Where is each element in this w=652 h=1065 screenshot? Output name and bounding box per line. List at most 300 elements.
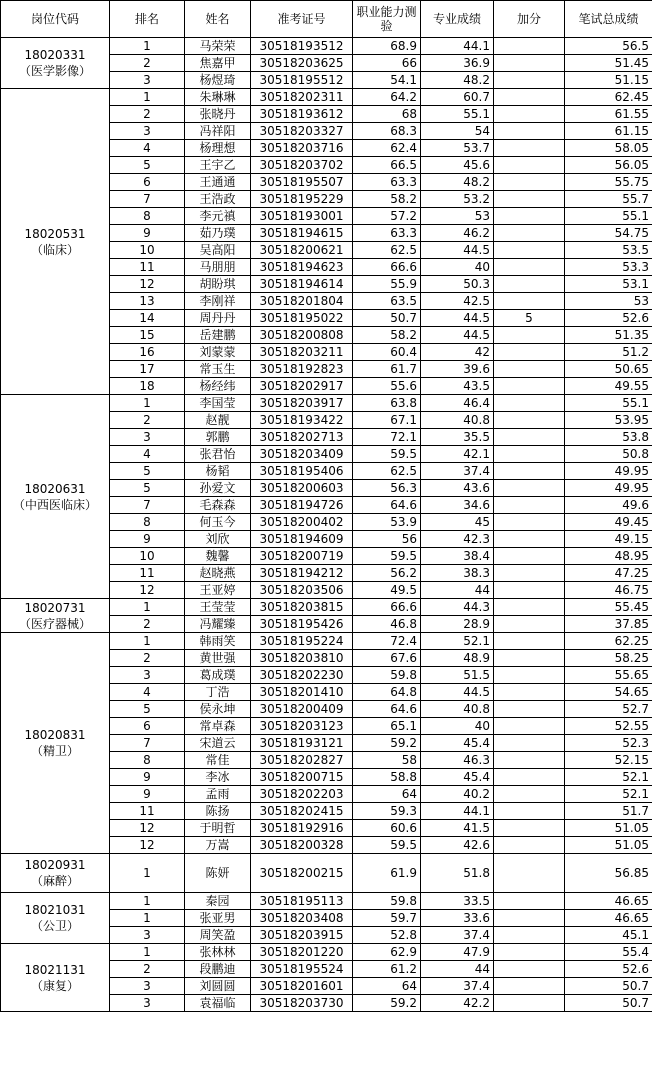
name-cell: 葛成璞: [185, 667, 251, 684]
rank-cell: 2: [110, 616, 185, 633]
professional-score-cell: 39.6: [421, 361, 494, 378]
rank-cell: 2: [110, 55, 185, 72]
name-cell: 王宇乙: [185, 157, 251, 174]
aptitude-score-cell: 52.8: [353, 927, 421, 944]
bonus-cell: [494, 361, 565, 378]
aptitude-score-cell: 62.4: [353, 140, 421, 157]
bonus-cell: [494, 927, 565, 944]
aptitude-score-cell: 59.7: [353, 910, 421, 927]
rank-cell: 2: [110, 650, 185, 667]
exam-number-cell: 30518195524: [251, 961, 353, 978]
name-cell: 毛森森: [185, 497, 251, 514]
professional-score-cell: 48.2: [421, 174, 494, 191]
rank-cell: 1: [110, 854, 185, 893]
exam-number-cell: 30518195229: [251, 191, 353, 208]
total-score-cell: 53.1: [565, 276, 652, 293]
post-code-cell: [1, 599, 110, 633]
name-cell: 杨理想: [185, 140, 251, 157]
professional-score-cell: 34.6: [421, 497, 494, 514]
header-name: 姓名: [185, 1, 251, 38]
professional-score-cell: 55.1: [421, 106, 494, 123]
bonus-cell: [494, 531, 565, 548]
aptitude-score-cell: 67.1: [353, 412, 421, 429]
name-cell: 李刚祥: [185, 293, 251, 310]
rank-cell: 8: [110, 208, 185, 225]
name-cell: 常玉生: [185, 361, 251, 378]
exam-number-cell: 30518200402: [251, 514, 353, 531]
bonus-cell: [494, 259, 565, 276]
exam-number-cell: 30518193612: [251, 106, 353, 123]
rank-cell: 7: [110, 191, 185, 208]
aptitude-score-cell: 60.6: [353, 820, 421, 837]
exam-number-cell: 30518202203: [251, 786, 353, 803]
post-code: 18020631: [24, 481, 86, 496]
professional-score-cell: 42.1: [421, 446, 494, 463]
total-score-cell: 61.15: [565, 123, 652, 140]
bonus-cell: [494, 684, 565, 701]
aptitude-score-cell: 59.2: [353, 735, 421, 752]
bonus-cell: [494, 89, 565, 106]
professional-score-cell: 47.9: [421, 944, 494, 961]
exam-number-cell: 30518201804: [251, 293, 353, 310]
professional-score-cell: 33.5: [421, 893, 494, 910]
professional-score-cell: 37.4: [421, 927, 494, 944]
aptitude-score-cell: 53.9: [353, 514, 421, 531]
bonus-cell: [494, 344, 565, 361]
exam-number-cell: 30518203730: [251, 995, 353, 1012]
bonus-cell: [494, 497, 565, 514]
bonus-cell: [494, 548, 565, 565]
exam-number-cell: 30518203810: [251, 650, 353, 667]
aptitude-score-cell: 59.8: [353, 667, 421, 684]
rank-cell: 12: [110, 820, 185, 837]
name-cell: 何玉今: [185, 514, 251, 531]
total-score-cell: 62.25: [565, 633, 652, 650]
name-cell: 王浩政: [185, 191, 251, 208]
exam-number-cell: 30518203702: [251, 157, 353, 174]
aptitude-score-cell: 68: [353, 106, 421, 123]
professional-score-cell: 44.3: [421, 599, 494, 616]
department-name: （麻醉）: [30, 874, 79, 888]
name-cell: 于明哲: [185, 820, 251, 837]
name-cell: 吴高阳: [185, 242, 251, 259]
bonus-cell: [494, 395, 565, 412]
total-score-cell: 56.05: [565, 157, 652, 174]
bonus-cell: 5: [494, 310, 565, 327]
total-score-cell: 51.15: [565, 72, 652, 89]
bonus-cell: [494, 276, 565, 293]
professional-score-cell: 35.5: [421, 429, 494, 446]
aptitude-score-cell: 56.3: [353, 480, 421, 497]
name-cell: 马朋朋: [185, 259, 251, 276]
name-cell: 周丹丹: [185, 310, 251, 327]
header-exam-number: 准考证号: [251, 1, 353, 38]
exam-number-cell: 30518200603: [251, 480, 353, 497]
total-score-cell: 50.7: [565, 978, 652, 995]
professional-score-cell: 40: [421, 718, 494, 735]
name-cell: 陈扬: [185, 803, 251, 820]
rank-cell: 10: [110, 548, 185, 565]
professional-score-cell: 53: [421, 208, 494, 225]
table-row: [1, 38, 652, 55]
rank-cell: 5: [110, 701, 185, 718]
exam-number-cell: 30518195507: [251, 174, 353, 191]
professional-score-cell: 48.2: [421, 72, 494, 89]
total-score-cell: 53.3: [565, 259, 652, 276]
professional-score-cell: 43.6: [421, 480, 494, 497]
exam-number-cell: 30518195426: [251, 616, 353, 633]
name-cell: 宋道云: [185, 735, 251, 752]
aptitude-score-cell: 64.8: [353, 684, 421, 701]
name-cell: 刘欣: [185, 531, 251, 548]
exam-number-cell: 30518201410: [251, 684, 353, 701]
post-code: 18021031: [24, 903, 86, 917]
total-score-cell: 58.05: [565, 140, 652, 157]
post-code: 18020531: [24, 226, 86, 241]
bonus-cell: [494, 616, 565, 633]
header-professional-score: 专业成绩: [421, 1, 494, 38]
rank-cell: 8: [110, 752, 185, 769]
professional-score-cell: 44.1: [421, 38, 494, 55]
exam-number-cell: 30518195022: [251, 310, 353, 327]
total-score-cell: 49.55: [565, 378, 652, 395]
professional-score-cell: 53.7: [421, 140, 494, 157]
rank-cell: 2: [110, 106, 185, 123]
exam-number-cell: 30518193422: [251, 412, 353, 429]
total-score-cell: 55.45: [565, 599, 652, 616]
total-score-cell: 56.85: [565, 854, 652, 893]
aptitude-score-cell: 68.9: [353, 38, 421, 55]
rank-cell: 13: [110, 293, 185, 310]
aptitude-score-cell: 58.8: [353, 769, 421, 786]
exam-number-cell: 30518200215: [251, 854, 353, 893]
rank-cell: 9: [110, 786, 185, 803]
post-code-cell: [1, 395, 110, 599]
total-score-cell: 46.75: [565, 582, 652, 599]
department-name: （医疗器械）: [18, 616, 91, 631]
professional-score-cell: 53.2: [421, 191, 494, 208]
total-score-cell: 50.8: [565, 446, 652, 463]
bonus-cell: [494, 412, 565, 429]
total-score-cell: 50.7: [565, 995, 652, 1012]
bonus-cell: [494, 174, 565, 191]
professional-score-cell: 44: [421, 961, 494, 978]
professional-score-cell: 44.1: [421, 803, 494, 820]
table-body: [1, 38, 652, 1012]
bonus-cell: [494, 633, 565, 650]
rank-cell: 1: [110, 38, 185, 55]
bonus-cell: [494, 157, 565, 174]
rank-cell: 16: [110, 344, 185, 361]
department-name: （精卫）: [30, 744, 79, 758]
aptitude-score-cell: 67.6: [353, 650, 421, 667]
professional-score-cell: 40: [421, 259, 494, 276]
professional-score-cell: 46.3: [421, 752, 494, 769]
name-cell: 陈妍: [185, 854, 251, 893]
name-cell: 段鹏迪: [185, 961, 251, 978]
name-cell: 杨韬: [185, 463, 251, 480]
bonus-cell: [494, 480, 565, 497]
bonus-cell: [494, 995, 565, 1012]
bonus-cell: [494, 701, 565, 718]
exam-number-cell: 30518202230: [251, 667, 353, 684]
rank-cell: 3: [110, 72, 185, 89]
bonus-cell: [494, 191, 565, 208]
name-cell: 冯耀臻: [185, 616, 251, 633]
professional-score-cell: 50.3: [421, 276, 494, 293]
name-cell: 丁浩: [185, 684, 251, 701]
professional-score-cell: 42.2: [421, 995, 494, 1012]
aptitude-score-cell: 64: [353, 978, 421, 995]
name-cell: 杨经纬: [185, 378, 251, 395]
exam-number-cell: 30518203409: [251, 446, 353, 463]
bonus-cell: [494, 55, 565, 72]
total-score-cell: 53.5: [565, 242, 652, 259]
bonus-cell: [494, 599, 565, 616]
bonus-cell: [494, 650, 565, 667]
aptitude-score-cell: 62.9: [353, 944, 421, 961]
professional-score-cell: 40.2: [421, 786, 494, 803]
table-row: [1, 599, 652, 616]
table-row: [1, 893, 652, 910]
professional-score-cell: 48.9: [421, 650, 494, 667]
professional-score-cell: 33.6: [421, 910, 494, 927]
total-score-cell: 61.55: [565, 106, 652, 123]
professional-score-cell: 42.5: [421, 293, 494, 310]
rank-cell: 6: [110, 718, 185, 735]
aptitude-score-cell: 65.1: [353, 718, 421, 735]
rank-cell: 5: [110, 157, 185, 174]
rank-cell: 2: [110, 412, 185, 429]
aptitude-score-cell: 66: [353, 55, 421, 72]
exam-number-cell: 30518192916: [251, 820, 353, 837]
department-name: （临床）: [30, 242, 79, 257]
bonus-cell: [494, 893, 565, 910]
post-code: 18020931: [24, 858, 86, 872]
bonus-cell: [494, 582, 565, 599]
aptitude-score-cell: 56.2: [353, 565, 421, 582]
aptitude-score-cell: 63.8: [353, 395, 421, 412]
rank-cell: 1: [110, 910, 185, 927]
professional-score-cell: 42.6: [421, 837, 494, 854]
name-cell: 常卓森: [185, 718, 251, 735]
bonus-cell: [494, 735, 565, 752]
professional-score-cell: 44.5: [421, 684, 494, 701]
post-code: 18021131: [24, 962, 86, 977]
exam-number-cell: 30518192823: [251, 361, 353, 378]
total-score-cell: 51.05: [565, 837, 652, 854]
name-cell: 茹乃璞: [185, 225, 251, 242]
professional-score-cell: 41.5: [421, 820, 494, 837]
aptitude-score-cell: 49.5: [353, 582, 421, 599]
bonus-cell: [494, 837, 565, 854]
total-score-cell: 52.1: [565, 786, 652, 803]
exam-number-cell: 30518203327: [251, 123, 353, 140]
exam-number-cell: 30518200621: [251, 242, 353, 259]
rank-cell: 4: [110, 446, 185, 463]
table-row: [1, 395, 652, 412]
post-code-cell: [1, 854, 110, 893]
name-cell: 张林林: [185, 944, 251, 961]
exam-number-cell: 30518193001: [251, 208, 353, 225]
aptitude-score-cell: 64: [353, 786, 421, 803]
total-score-cell: 52.55: [565, 718, 652, 735]
total-score-cell: 55.4: [565, 944, 652, 961]
bonus-cell: [494, 378, 565, 395]
professional-score-cell: 52.1: [421, 633, 494, 650]
aptitude-score-cell: 59.5: [353, 837, 421, 854]
aptitude-score-cell: 59.8: [353, 893, 421, 910]
professional-score-cell: 36.9: [421, 55, 494, 72]
exam-number-cell: 30518194609: [251, 531, 353, 548]
header-row: [1, 1, 652, 38]
rank-cell: 12: [110, 276, 185, 293]
name-cell: 李国莹: [185, 395, 251, 412]
name-cell: 魏馨: [185, 548, 251, 565]
exam-number-cell: 30518194614: [251, 276, 353, 293]
exam-number-cell: 30518202917: [251, 378, 353, 395]
name-cell: 韩雨笑: [185, 633, 251, 650]
professional-score-cell: 46.4: [421, 395, 494, 412]
bonus-cell: [494, 208, 565, 225]
total-score-cell: 46.65: [565, 910, 652, 927]
total-score-cell: 48.95: [565, 548, 652, 565]
total-score-cell: 55.1: [565, 208, 652, 225]
name-cell: 秦园: [185, 893, 251, 910]
total-score-cell: 49.45: [565, 514, 652, 531]
total-score-cell: 52.15: [565, 752, 652, 769]
aptitude-score-cell: 72.4: [353, 633, 421, 650]
bonus-cell: [494, 910, 565, 927]
bonus-cell: [494, 446, 565, 463]
bonus-cell: [494, 72, 565, 89]
exam-number-cell: 30518195113: [251, 893, 353, 910]
exam-number-cell: 30518201220: [251, 944, 353, 961]
rank-cell: 3: [110, 123, 185, 140]
rank-cell: 1: [110, 395, 185, 412]
professional-score-cell: 45.6: [421, 157, 494, 174]
aptitude-score-cell: 57.2: [353, 208, 421, 225]
total-score-cell: 54.75: [565, 225, 652, 242]
name-cell: 王亚婷: [185, 582, 251, 599]
exam-number-cell: 30518202311: [251, 89, 353, 106]
rank-cell: 11: [110, 803, 185, 820]
rank-cell: 11: [110, 565, 185, 582]
professional-score-cell: 44.5: [421, 327, 494, 344]
professional-score-cell: 37.4: [421, 463, 494, 480]
rank-cell: 1: [110, 944, 185, 961]
total-score-cell: 52.1: [565, 769, 652, 786]
professional-score-cell: 45.4: [421, 735, 494, 752]
rank-cell: 17: [110, 361, 185, 378]
rank-cell: 14: [110, 310, 185, 327]
rank-cell: 4: [110, 140, 185, 157]
name-cell: 李冰: [185, 769, 251, 786]
rank-cell: 5: [110, 463, 185, 480]
rank-cell: 3: [110, 995, 185, 1012]
aptitude-score-cell: 46.8: [353, 616, 421, 633]
bonus-cell: [494, 106, 565, 123]
name-cell: 万嵩: [185, 837, 251, 854]
total-score-cell: 52.6: [565, 310, 652, 327]
exam-number-cell: 30518202713: [251, 429, 353, 446]
total-score-cell: 45.1: [565, 927, 652, 944]
total-score-cell: 52.7: [565, 701, 652, 718]
table-row: [1, 633, 652, 650]
total-score-cell: 53.8: [565, 429, 652, 446]
bonus-cell: [494, 718, 565, 735]
name-cell: 张亚男: [185, 910, 251, 927]
aptitude-score-cell: 56: [353, 531, 421, 548]
name-cell: 王通通: [185, 174, 251, 191]
aptitude-score-cell: 59.3: [353, 803, 421, 820]
total-score-cell: 46.65: [565, 893, 652, 910]
total-score-cell: 51.7: [565, 803, 652, 820]
aptitude-score-cell: 50.7: [353, 310, 421, 327]
aptitude-score-cell: 63.5: [353, 293, 421, 310]
exam-number-cell: 30518200719: [251, 548, 353, 565]
bonus-cell: [494, 944, 565, 961]
rank-cell: 9: [110, 531, 185, 548]
aptitude-score-cell: 58.2: [353, 191, 421, 208]
header-total-score: 笔试总成绩: [565, 1, 652, 38]
exam-number-cell: 30518203123: [251, 718, 353, 735]
professional-score-cell: 38.3: [421, 565, 494, 582]
total-score-cell: 51.2: [565, 344, 652, 361]
aptitude-score-cell: 66.6: [353, 259, 421, 276]
exam-number-cell: 30518193121: [251, 735, 353, 752]
aptitude-score-cell: 63.3: [353, 225, 421, 242]
exam-number-cell: 30518200328: [251, 837, 353, 854]
exam-number-cell: 30518203815: [251, 599, 353, 616]
rank-cell: 7: [110, 497, 185, 514]
exam-number-cell: 30518203917: [251, 395, 353, 412]
name-cell: 胡盼琪: [185, 276, 251, 293]
rank-cell: 3: [110, 429, 185, 446]
total-score-cell: 50.65: [565, 361, 652, 378]
professional-score-cell: 45: [421, 514, 494, 531]
rank-cell: 6: [110, 174, 185, 191]
exam-number-cell: 30518203625: [251, 55, 353, 72]
exam-number-cell: 30518200715: [251, 769, 353, 786]
exam-number-cell: 30518203915: [251, 927, 353, 944]
aptitude-score-cell: 64.6: [353, 497, 421, 514]
aptitude-score-cell: 63.3: [353, 174, 421, 191]
professional-score-cell: 28.9: [421, 616, 494, 633]
bonus-cell: [494, 803, 565, 820]
header-bonus: 加分: [494, 1, 565, 38]
aptitude-score-cell: 58.2: [353, 327, 421, 344]
total-score-cell: 54.65: [565, 684, 652, 701]
name-cell: 杨煜琦: [185, 72, 251, 89]
name-cell: 侯永坤: [185, 701, 251, 718]
professional-score-cell: 42.3: [421, 531, 494, 548]
bonus-cell: [494, 752, 565, 769]
rank-cell: 11: [110, 259, 185, 276]
rank-cell: 1: [110, 89, 185, 106]
aptitude-score-cell: 68.3: [353, 123, 421, 140]
aptitude-score-cell: 61.9: [353, 854, 421, 893]
name-cell: 袁福临: [185, 995, 251, 1012]
aptitude-score-cell: 58: [353, 752, 421, 769]
exam-number-cell: 30518195406: [251, 463, 353, 480]
exam-number-cell: 30518203211: [251, 344, 353, 361]
rank-cell: 5: [110, 480, 185, 497]
total-score-cell: 53: [565, 293, 652, 310]
exam-number-cell: 30518195224: [251, 633, 353, 650]
name-cell: 赵晓燕: [185, 565, 251, 582]
name-cell: 张君怡: [185, 446, 251, 463]
